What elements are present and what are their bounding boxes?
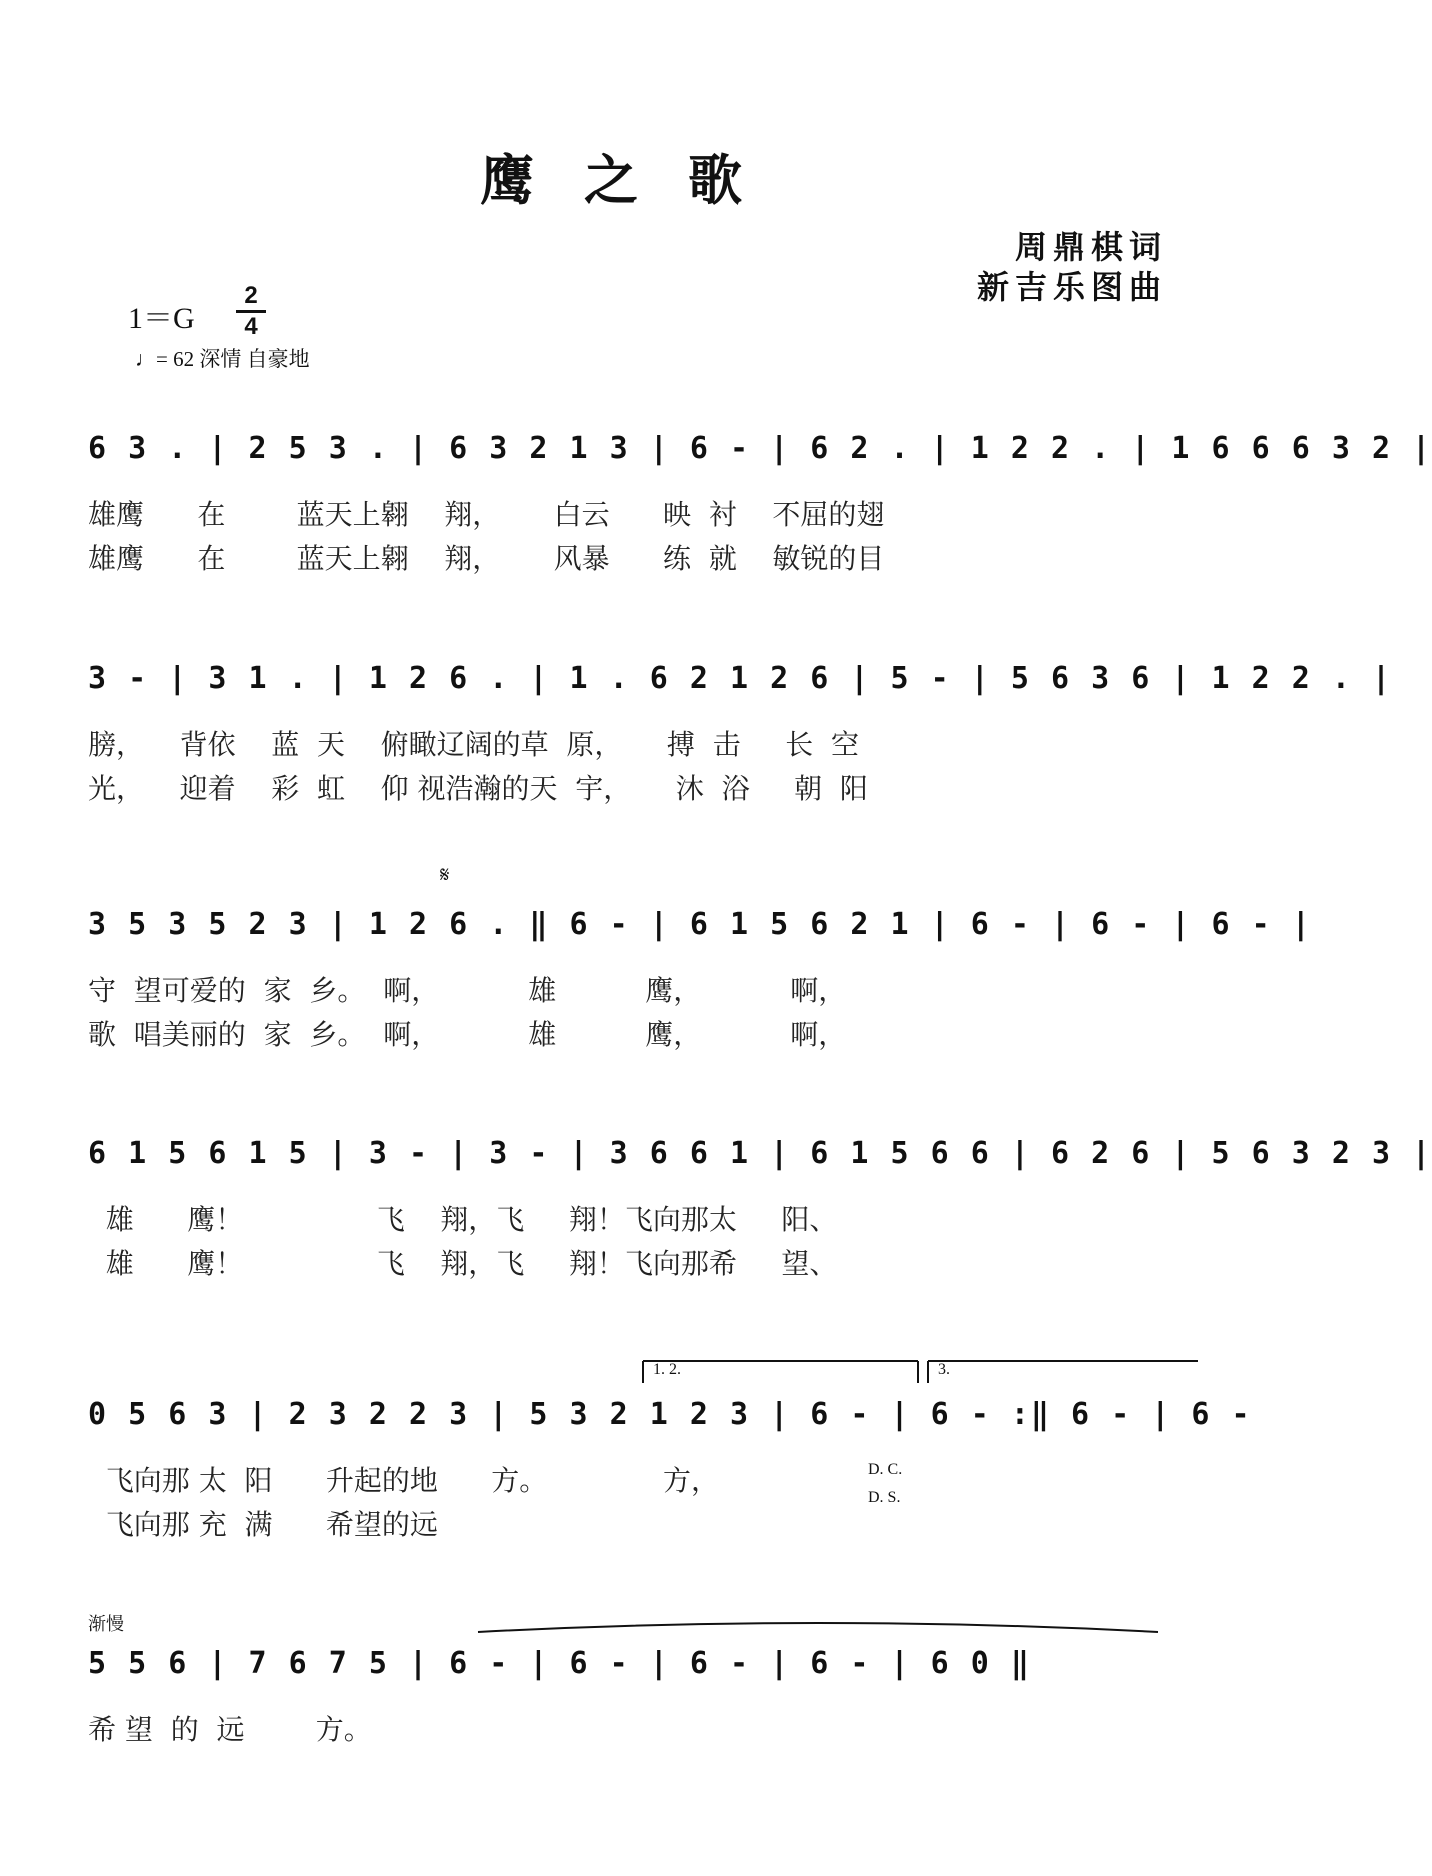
composer-credit: 新吉乐图曲	[976, 268, 1167, 306]
notation-line: 6 1 5 6 1 5 | 3 - | 3 - | 3 6 6 1 | 6 1 5 6 6 | 6 2 6 | 5 6 3 2 3 |	[88, 1136, 1432, 1171]
volta-brackets	[88, 1355, 1198, 1385]
lyric-verse-2: 雄 鹰！ 飞 翔，飞 翔！飞向那希 望、	[88, 1247, 838, 1280]
song-title: 鹰之歌	[480, 148, 792, 212]
lyric-verse-2: 飞向那 充 满 希望的远	[88, 1508, 438, 1541]
lyric-verse-1: 雄鹰 在 蓝天上翱 翔， 白云 映 衬 不屈的翅	[88, 498, 885, 531]
lyric-verse-1: 雄 鹰！ 飞 翔，飞 翔！飞向那太 阳、	[88, 1203, 838, 1236]
notation-line: 6 3 . | 2 5 3 . | 6 3 2 1 3 | 6 - | 6 2 . | 1 2 2 . | 1 6 6 6 3 2 |	[88, 431, 1432, 466]
time-top: 2	[236, 284, 266, 313]
lyric-verse-1: 希 望 的 远 方。	[88, 1713, 372, 1746]
volta-1-label: 1. 2.	[653, 1361, 681, 1378]
notation-line: 3 - | 3 1 . | 1 2 6 . | 1 . 6 2 1 2 6 | 5 - | 5 6 3 6 | 1 2 2 . |	[88, 661, 1392, 696]
time-signature	[236, 284, 266, 339]
lyric-verse-2: 雄鹰 在 蓝天上翱 翔， 风暴 练 就 敏锐的目	[88, 542, 885, 575]
notation-line: 3 5 3 5 2 3 | 1 2 6 . ‖ 6 - | 6 1 5 6 2 1 | 6 - | 6 - | 6 - |	[88, 907, 1312, 942]
tie-lines	[478, 1618, 1158, 1638]
lyric-verse-1: 飞向那 太 阳 升起的地 方。 方，	[88, 1464, 720, 1497]
ritardando-mark: 渐慢	[88, 1614, 124, 1635]
lyric-verse-1: 膀， 背依 蓝 天 俯瞰辽阔的草 原， 搏 击 长 空	[88, 728, 860, 761]
notation-line: 5 5 6 | 7 6 7 5 | 6 - | 6 - | 6 - | 6 - | 6 0 ‖	[88, 1646, 1031, 1681]
lyric-verse-1: 守 望可爱的 家 乡。 啊， 雄 鹰， 啊，	[88, 974, 847, 1007]
key-signature: 1＝G	[128, 302, 195, 335]
lyric-verse-2: 歌 唱美丽的 家 乡。 啊， 雄 鹰， 啊，	[88, 1018, 847, 1051]
lyricist-credit: 周鼎棋词	[1014, 228, 1167, 266]
segno-sign: 𝄋	[440, 863, 450, 888]
da-capo-mark: D. C.	[868, 1461, 903, 1478]
notation-line: 0 5 6 3 | 2 3 2 2 3 | 5 3 2 1 2 3 | 6 - | 6 - :‖ 6 - | 6 -	[88, 1397, 1252, 1432]
lyric-verse-2: 光， 迎着 彩 虹 仰 视浩瀚的天 宇， 沐 浴 朝 阳	[88, 772, 868, 805]
time-bottom: 4	[244, 313, 258, 340]
tempo-marking: ♩= 62 深情 自豪地	[135, 347, 310, 371]
volta-2-label: 3.	[938, 1361, 950, 1378]
dal-segno-mark: D. S.	[868, 1489, 901, 1506]
